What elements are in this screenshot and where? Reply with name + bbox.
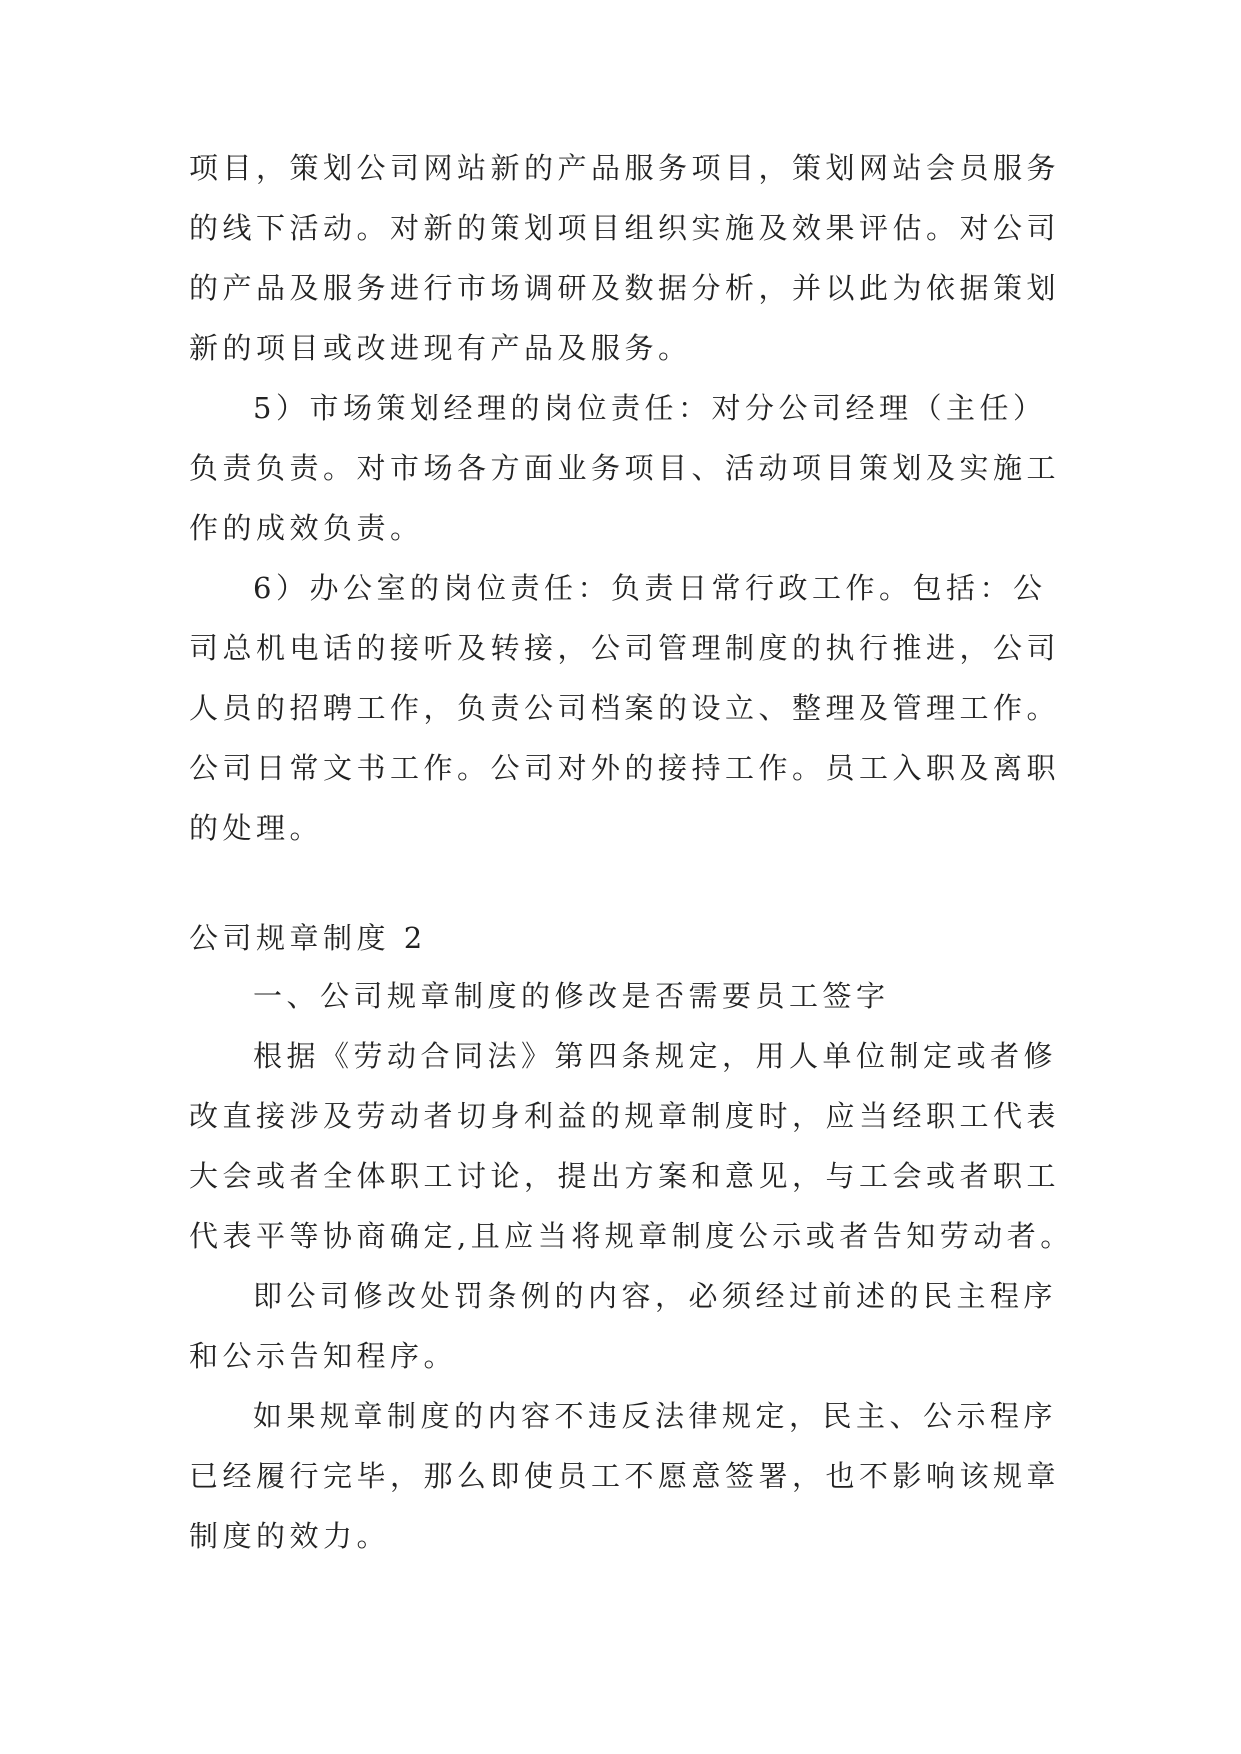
paragraph-line: 已经履行完毕，那么即使员工不愿意签署，也不影响该规章 bbox=[189, 1459, 1061, 1493]
paragraph-line: 6）办公室的岗位责任：负责日常行政工作。包括：公 bbox=[253, 571, 1047, 605]
paragraph-line: 的产品及服务进行市场调研及数据分析，并以此为依据策划 bbox=[189, 271, 1061, 305]
paragraph-line: 的线下活动。对新的策划项目组织实施及效果评估。对公司 bbox=[189, 211, 1061, 245]
paragraph-line: 如果规章制度的内容不违反法律规定，民主、公示程序 bbox=[253, 1399, 1058, 1433]
paragraph-line: 作的成效负责。 bbox=[189, 511, 424, 545]
paragraph-line: 即公司修改处罚条例的内容，必须经过前述的民主程序 bbox=[253, 1279, 1058, 1313]
paragraph-line: 制度的效力。 bbox=[189, 1519, 391, 1553]
section-title: 公司规章制度 2 bbox=[189, 921, 427, 955]
paragraph-line: 新的项目或改进现有产品及服务。 bbox=[189, 331, 692, 365]
paragraph-line: 和公示告知程序。 bbox=[189, 1339, 458, 1373]
paragraph-line: 代表平等协商确定,且应当将规章制度公示或者告知劳动者。 bbox=[189, 1219, 1074, 1253]
paragraph-line: 项目，策划公司网站新的产品服务项目，策划网站会员服务 bbox=[189, 151, 1061, 185]
paragraph-line: 大会或者全体职工讨论，提出方案和意见，与工会或者职工 bbox=[189, 1159, 1061, 1193]
paragraph-line: 公司日常文书工作。公司对外的接持工作。员工入职及离职 bbox=[189, 751, 1061, 785]
paragraph-line: 司总机电话的接听及转接，公司管理制度的执行推进，公司 bbox=[189, 631, 1061, 665]
paragraph-line: 的处理。 bbox=[189, 811, 324, 845]
paragraph-line: 改直接涉及劳动者切身利益的规章制度时，应当经职工代表 bbox=[189, 1099, 1061, 1133]
paragraph-line: 5）市场策划经理的岗位责任：对分公司经理（主任） bbox=[253, 391, 1047, 425]
paragraph-line: 根据《劳动合同法》第四条规定，用人单位制定或者修 bbox=[253, 1039, 1058, 1073]
paragraph-line: 负责负责。对市场各方面业务项目、活动项目策划及实施工 bbox=[189, 451, 1061, 485]
subheading: 一、公司规章制度的修改是否需要员工签字 bbox=[253, 979, 890, 1013]
paragraph-line: 人员的招聘工作，负责公司档案的设立、整理及管理工作。 bbox=[189, 691, 1061, 725]
